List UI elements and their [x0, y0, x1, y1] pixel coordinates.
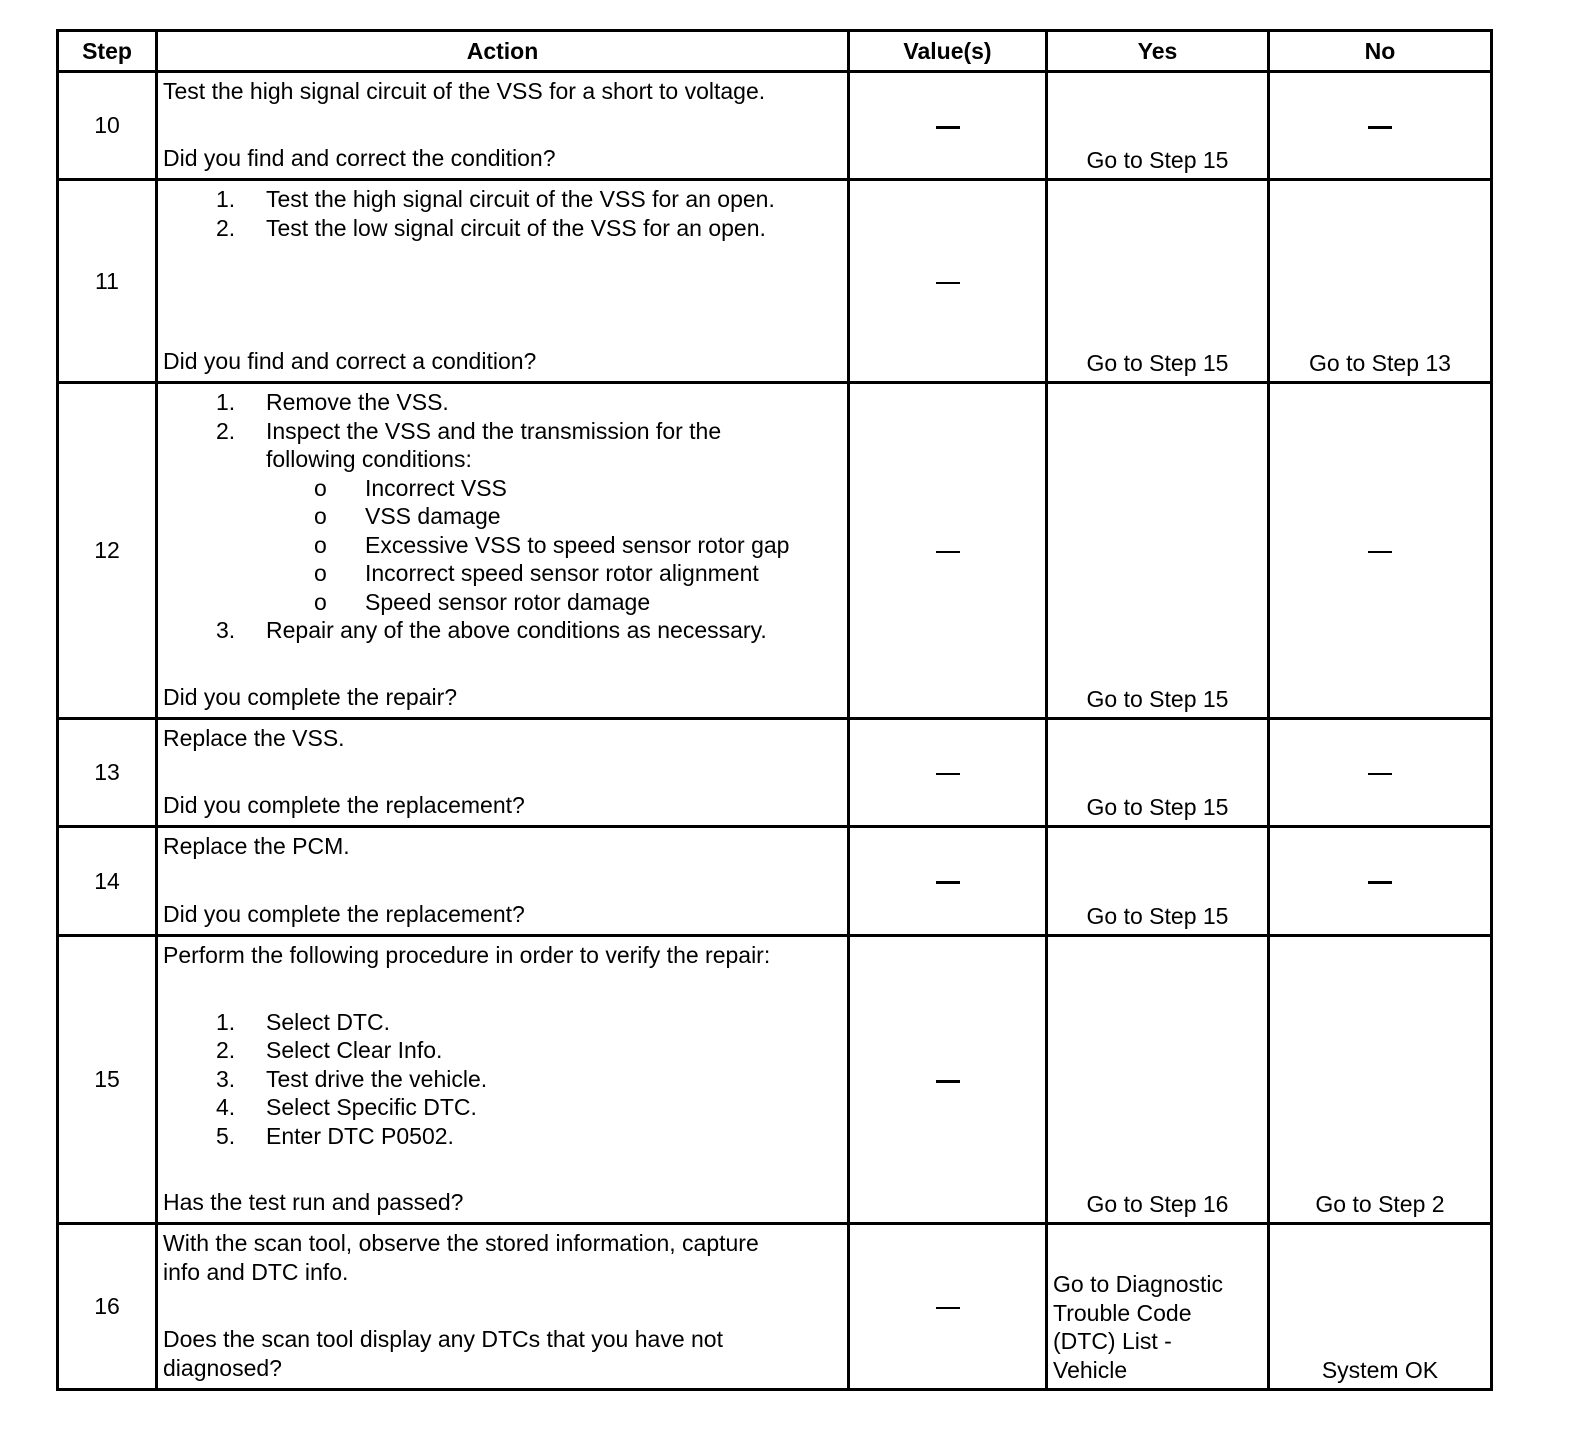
yes-cell: Go to Step 16 — [1047, 936, 1269, 1224]
yes-cell: Go to Step 15 — [1047, 383, 1269, 719]
no-cell: System OK — [1269, 1224, 1492, 1390]
sub-list-item: o Speed sensor rotor damage — [314, 588, 651, 615]
no-cell: Go to Step 13 — [1269, 180, 1492, 383]
value-cell — [849, 719, 1047, 827]
action-text: With the scan tool, observe the stored information, capture info and DTC info. — [163, 1230, 759, 1285]
table-row — [58, 719, 1492, 827]
list-item: 3. Test drive the vehicle. — [216, 1065, 488, 1092]
header-yes: Yes — [1047, 31, 1269, 72]
action-cell — [157, 383, 849, 719]
dash-symbol — [936, 881, 960, 884]
sub-list-item: o VSS damage — [314, 503, 501, 529]
value-cell — [849, 72, 1047, 180]
table-row — [58, 180, 1492, 383]
table-row — [58, 72, 1492, 180]
value-cell — [849, 383, 1047, 719]
action-question: Did you complete the replacement? — [163, 900, 525, 927]
action-cell — [157, 72, 849, 180]
value-cell — [849, 1224, 1047, 1390]
dash-symbol — [1368, 126, 1392, 129]
no-cell — [1269, 827, 1492, 936]
dash-symbol — [936, 773, 960, 775]
yes-cell: Go to Step 15 — [1047, 180, 1269, 383]
list-item: 2. Select Clear Info. — [216, 1037, 443, 1063]
dash-symbol — [1368, 773, 1392, 775]
header-no: No — [1269, 31, 1492, 72]
step-number: 15 — [58, 936, 157, 1224]
action-cell — [157, 1224, 849, 1390]
action-text: Replace the PCM. — [163, 833, 350, 859]
value-cell — [849, 180, 1047, 383]
list-item: 1. Remove the VSS. — [216, 389, 449, 415]
dash-symbol — [1368, 551, 1392, 553]
list-item: 3. Repair any of the above conditions as necessary. — [216, 617, 767, 643]
list-item-continuation: following conditions: — [266, 446, 472, 472]
yes-cell: Go to Step 15 — [1047, 719, 1269, 827]
step-number: 11 — [58, 180, 157, 383]
dash-symbol — [936, 1080, 960, 1083]
list-item: 4. Select Specific DTC. — [216, 1094, 477, 1120]
header-values: Value(s) — [849, 31, 1047, 72]
dash-symbol — [936, 551, 960, 553]
table-row — [58, 383, 1492, 719]
value-cell — [849, 936, 1047, 1224]
diagnostic-table — [56, 29, 1493, 1391]
action-text: Test the high signal circuit of the VSS for a short to voltage. — [163, 78, 766, 104]
sub-list-item: o Excessive VSS to speed sensor rotor gap — [314, 531, 790, 558]
action-cell — [157, 827, 849, 936]
dash-symbol — [1368, 881, 1392, 884]
list-item: 2. Inspect the VSS and the transmission for the — [216, 417, 722, 444]
dash-symbol — [936, 1307, 960, 1309]
action-cell — [157, 936, 849, 1224]
step-number: 10 — [58, 72, 157, 180]
no-cell — [1269, 383, 1492, 719]
list-item: 1. Test the high signal circuit of the VSS for an open. — [216, 186, 775, 212]
action-question: Does the scan tool display any DTCs that you have not diagnosed? — [163, 1326, 723, 1381]
yes-cell: Go to Diagnostic Trouble Code (DTC) List - Vehicle — [1047, 1224, 1269, 1390]
no-cell — [1269, 72, 1492, 180]
list-item: 1. Select DTC. — [216, 1008, 390, 1035]
header-row — [58, 31, 1492, 72]
header-action: Action — [157, 31, 849, 72]
table-row — [58, 827, 1492, 936]
action-question: Has the test run and passed? — [163, 1188, 464, 1215]
action-text: Perform the following procedure in order to verify the repair: — [163, 942, 771, 968]
list-item: 5. Enter DTC P0502. — [216, 1122, 454, 1149]
dash-symbol — [936, 126, 960, 129]
step-number: 12 — [58, 383, 157, 719]
table-row — [58, 936, 1492, 1224]
no-cell: Go to Step 2 — [1269, 936, 1492, 1224]
sub-list-item: o Incorrect speed sensor rotor alignment — [314, 560, 759, 586]
step-number: 13 — [58, 719, 157, 827]
action-cell — [157, 180, 849, 383]
header-step: Step — [58, 31, 157, 72]
value-cell — [849, 827, 1047, 936]
no-cell — [1269, 719, 1492, 827]
sub-list-item: o Incorrect VSS — [314, 474, 507, 501]
step-number: 14 — [58, 827, 157, 936]
action-question: Did you find and correct a condition? — [163, 347, 537, 374]
action-question: Did you complete the replacement? — [163, 791, 525, 818]
list-item: 2. Test the low signal circuit of the VSS for an open. — [216, 214, 766, 241]
action-text: Replace the VSS. — [163, 725, 345, 751]
action-question: Did you complete the repair? — [163, 683, 458, 710]
action-cell — [157, 719, 849, 827]
yes-cell: Go to Step 15 — [1047, 827, 1269, 936]
dash-symbol — [936, 282, 960, 284]
step-number: 16 — [58, 1224, 157, 1390]
yes-cell: Go to Step 15 — [1047, 72, 1269, 180]
table-row — [58, 1224, 1492, 1390]
action-question: Did you find and correct the condition? — [163, 144, 556, 171]
